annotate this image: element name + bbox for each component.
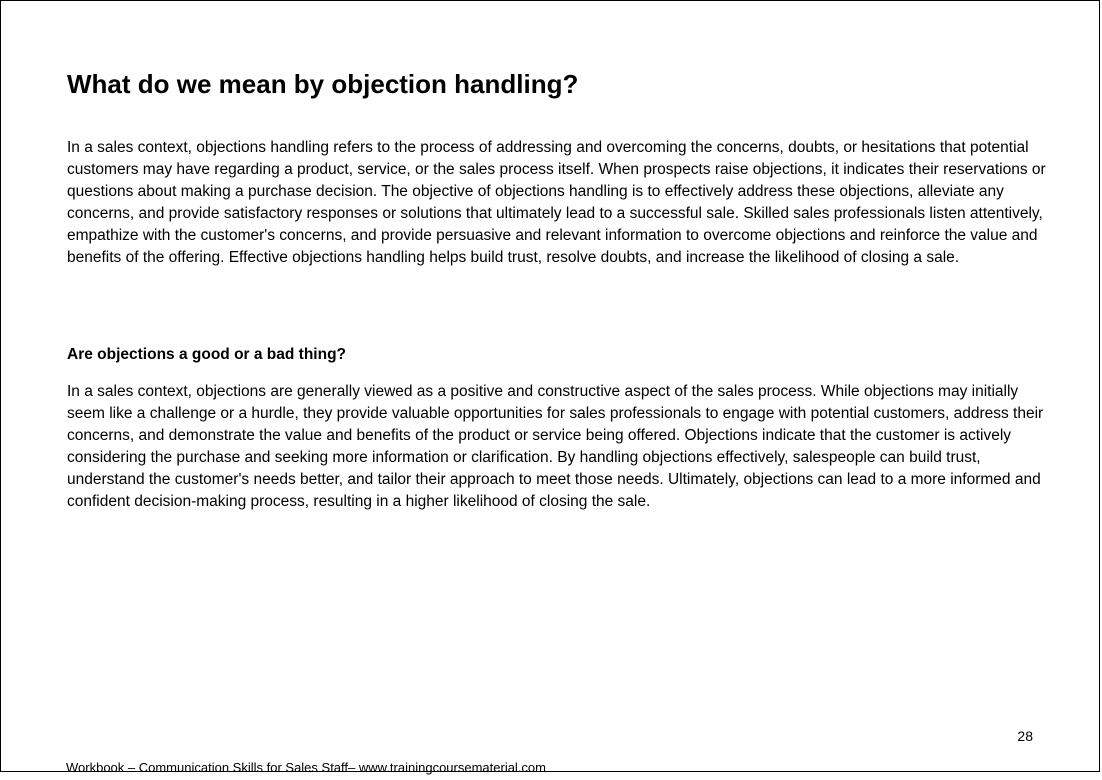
footer-text: Workbook – Communication Skills for Sales Staff– www.trainingcoursematerial.com [66,760,546,775]
intro-paragraph: In a sales context, objections handling refers to the process of addressing and overcoming the concerns, doubts, or hesitations that potential customers may have regarding a product, service, or the sales process itself. When prospects raise objections, it indicates their reservations or questions about making a purchase decision. The objective of objections handling is to effectively address these objections, alleviate any concerns, and provide satisfactory responses or solutions that ultimately lead to a successful sale. Skilled sales professionals listen attentively, empathize with the customer's concerns, and provide persuasive and relevant information to overcome objections and reinforce the value and benefits of the offering. Effective objections handling helps build trust, resolve doubts, and increase the likelihood of closing a sale. [67,139,1046,266]
page-title: What do we mean by objection handling? [67,69,579,99]
objections-paragraph: In a sales context, objections are generally viewed as a positive and constructive aspect of the sales process. While objections may initially seem like a challenge or a hurdle, they provide valuable opportunities for sales professionals to engage with potential customers, address their concerns, and demonstrate the value and benefits of the product or service being offered. Objections indicate that the customer is actively considering the purchase and seeking more information or clarification. By handling objections effectively, salespeople can build trust, understand the customer's needs better, and tailor their approach to meet those needs. Ultimately, objections can lead to a more informed and confident decision-making process, resulting in a higher likelihood of closing the sale. [67,383,1044,510]
section-subheading: Are objections a good or a bad thing? [67,346,347,363]
page-number: 28 [1017,728,1033,744]
